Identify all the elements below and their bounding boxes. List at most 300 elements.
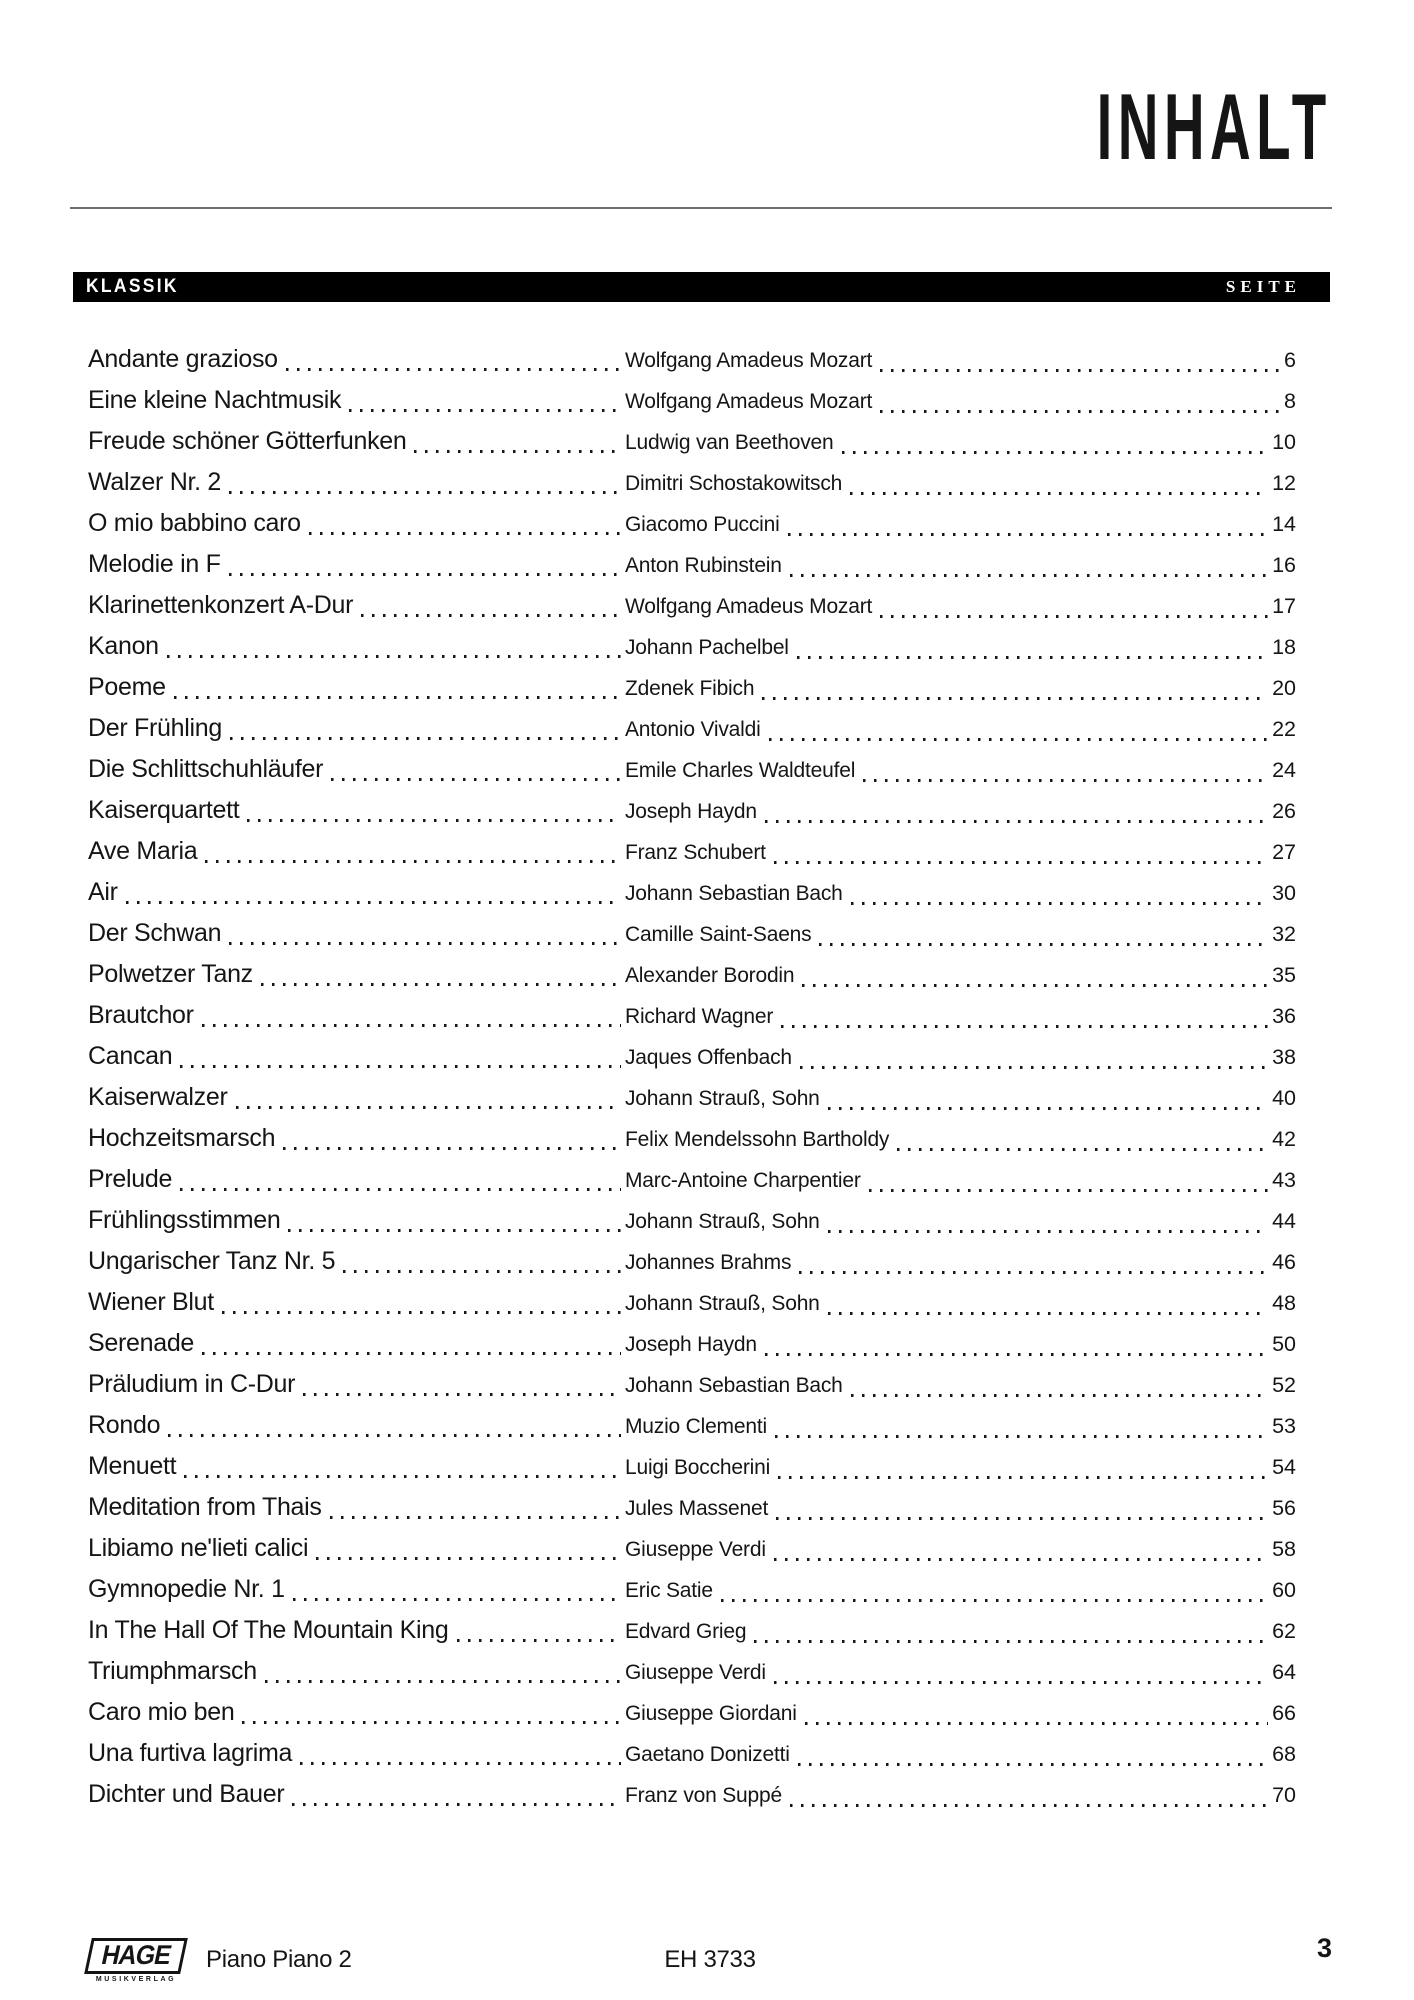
dot-leader: [222, 1311, 621, 1314]
dot-leader: [261, 983, 621, 986]
toc-row-left: [88, 1159, 625, 1200]
toc-row-left: [88, 1282, 625, 1323]
entry-page-number: 44: [1272, 1209, 1296, 1233]
toc-row-right: [625, 1324, 1296, 1365]
toc-row-right: [625, 709, 1296, 750]
publisher-logo: [88, 1938, 184, 1983]
dot-leader: [778, 1476, 1268, 1479]
composer-name: Alexander Borodin: [625, 964, 795, 987]
toc-row-left: [88, 1200, 625, 1241]
dot-leader: [721, 1599, 1268, 1602]
entry-page-number: 14: [1272, 512, 1296, 536]
dot-leader: [265, 1680, 621, 1683]
toc-row-right: [625, 1447, 1296, 1488]
dot-leader: [457, 1639, 621, 1642]
toc-row-left: [88, 954, 625, 995]
composer-name: Johann Pachelbel: [625, 636, 789, 659]
composer-name: Wolfgang Amadeus Mozart: [625, 595, 873, 618]
piece-title: Serenade: [88, 1329, 195, 1357]
composer-name: Johann Sebastian Bach: [625, 1374, 843, 1397]
dot-leader: [202, 1352, 621, 1355]
section-category-label: KLASSIK: [86, 276, 179, 297]
dot-leader: [247, 819, 621, 822]
toc-row-right: [625, 1160, 1296, 1201]
piece-title: Rondo: [88, 1411, 161, 1439]
entry-page-number: 22: [1272, 717, 1296, 741]
dot-leader: [799, 1271, 1268, 1274]
entry-page-number: 56: [1272, 1496, 1296, 1520]
piece-title: Kaiserwalzer: [88, 1083, 228, 1111]
composer-name: Felix Mendelssohn Bartholdy: [625, 1128, 890, 1151]
piece-title: Triumphmarsch: [88, 1657, 257, 1685]
dot-leader: [229, 942, 621, 945]
entry-page-number: 62: [1272, 1619, 1296, 1643]
entry-page-number: 24: [1272, 758, 1296, 782]
entry-page-number: 64: [1272, 1660, 1296, 1684]
dot-leader: [167, 655, 621, 658]
dot-leader: [283, 1147, 621, 1150]
toc-row: [88, 421, 1296, 462]
toc-row: [88, 1733, 1296, 1774]
publisher-logo-text: HAGE: [98, 1939, 174, 1970]
toc-row-right: [625, 1201, 1296, 1242]
toc-row-right: [625, 873, 1296, 914]
toc-row: [88, 1651, 1296, 1692]
dot-leader: [851, 1394, 1268, 1397]
toc-row: [88, 1569, 1296, 1610]
toc-row-right: [625, 1283, 1296, 1324]
entry-page-number: 18: [1272, 635, 1296, 659]
entry-page-number: 52: [1272, 1373, 1296, 1397]
composer-name: Jaques Offenbach: [625, 1046, 792, 1069]
dot-leader: [762, 697, 1268, 700]
dot-leader: [286, 368, 621, 371]
dot-leader: [790, 574, 1268, 577]
dot-leader: [236, 1106, 621, 1109]
toc-row-left: [88, 1077, 625, 1118]
toc-row-right: [625, 914, 1296, 955]
page-number: 3: [1316, 1933, 1332, 1963]
composer-name: Muzio Clementi: [625, 1415, 767, 1438]
dot-leader: [414, 450, 621, 453]
toc-row-left: [88, 667, 625, 708]
section-header-bar: [73, 272, 1330, 302]
dot-leader: [202, 1024, 621, 1027]
toc-row-left: [88, 1446, 625, 1487]
entry-page-number: 60: [1272, 1578, 1296, 1602]
toc-row: [88, 1610, 1296, 1651]
dot-leader: [293, 1598, 621, 1601]
toc-row-right: [625, 1406, 1296, 1447]
book-title: Piano Piano 2: [206, 1946, 352, 1973]
entry-page-number: 30: [1272, 881, 1296, 905]
entry-page-number: 35: [1272, 963, 1296, 987]
entry-page-number: 43: [1272, 1168, 1296, 1192]
dot-leader: [300, 1762, 621, 1765]
toc-row: [88, 749, 1296, 790]
piece-title: In The Hall Of The Mountain King: [88, 1616, 449, 1644]
dot-leader: [292, 1803, 621, 1806]
composer-name: Antonio Vivaldi: [625, 718, 761, 741]
dot-leader: [769, 738, 1269, 741]
entry-page-number: 42: [1272, 1127, 1296, 1151]
toc-row-left: [88, 1733, 625, 1774]
dot-leader: [343, 1270, 621, 1273]
toc-row: [88, 1036, 1296, 1077]
toc-row-right: [625, 1652, 1296, 1693]
toc-row-left: [88, 380, 625, 421]
toc-row: [88, 1405, 1296, 1446]
toc-row: [88, 1159, 1296, 1200]
toc-row-right: [625, 1242, 1296, 1283]
toc-row-left: [88, 1241, 625, 1282]
dot-leader: [788, 533, 1269, 536]
dot-leader: [288, 1229, 621, 1232]
piece-title: Frühlingsstimmen: [88, 1206, 281, 1234]
toc-row-left: [88, 708, 625, 749]
toc-row-left: [88, 790, 625, 831]
toc-row-left: [88, 872, 625, 913]
toc-row-right: [625, 1611, 1296, 1652]
dot-leader: [781, 1025, 1268, 1028]
toc-row-right: [625, 1734, 1296, 1775]
entry-page-number: 8: [1284, 389, 1296, 413]
composer-name: Zdenek Fibich: [625, 677, 755, 700]
piece-title: Der Schwan: [88, 919, 222, 947]
composer-name: Wolfgang Amadeus Mozart: [625, 390, 873, 413]
toc-row-left: [88, 1323, 625, 1364]
toc-row-right: [625, 586, 1296, 627]
toc-row-left: [88, 1118, 625, 1159]
dot-leader: [798, 1763, 1268, 1766]
dot-leader: [205, 860, 621, 863]
piece-title: Andante grazioso: [88, 345, 278, 373]
toc-row-left: [88, 913, 625, 954]
entry-page-number: 32: [1272, 922, 1296, 946]
entry-page-number: 48: [1272, 1291, 1296, 1315]
dot-leader: [316, 1557, 621, 1560]
dot-leader: [361, 614, 621, 617]
dot-leader: [802, 984, 1268, 987]
toc-row: [88, 913, 1296, 954]
dot-leader: [765, 820, 1268, 823]
entry-page-number: 54: [1272, 1455, 1296, 1479]
dot-leader: [229, 491, 621, 494]
toc-row: [88, 1200, 1296, 1241]
piece-title: Eine kleine Nachtmusik: [88, 386, 342, 414]
dot-leader: [805, 1722, 1268, 1725]
toc-row-left: [88, 503, 625, 544]
piece-title: O mio babbino caro: [88, 509, 301, 537]
toc-row-left: [88, 1528, 625, 1569]
toc-row-right: [625, 422, 1296, 463]
dot-leader: [303, 1393, 621, 1396]
composer-name: Emile Charles Waldteufel: [625, 759, 856, 782]
composer-name: Eric Satie: [625, 1579, 713, 1602]
toc-row-left: [88, 1774, 625, 1815]
composer-name: Camille Saint-Saens: [625, 923, 812, 946]
composer-name: Edvard Grieg: [625, 1620, 747, 1643]
entry-page-number: 58: [1272, 1537, 1296, 1561]
toc-row-left: [88, 585, 625, 626]
composer-name: Ludwig van Beethoven: [625, 431, 834, 454]
toc-row-right: [625, 750, 1296, 791]
toc-row-right: [625, 996, 1296, 1037]
toc-row: [88, 1364, 1296, 1405]
dot-leader: [850, 492, 1268, 495]
piece-title: Una furtiva lagrima: [88, 1739, 293, 1767]
dot-leader: [230, 737, 621, 740]
composer-name: Richard Wagner: [625, 1005, 774, 1028]
entry-page-number: 38: [1272, 1045, 1296, 1069]
entry-page-number: 68: [1272, 1742, 1296, 1766]
toc-row: [88, 585, 1296, 626]
piece-title: Ave Maria: [88, 837, 198, 865]
composer-name: Joseph Haydn: [625, 800, 757, 823]
composer-name: Franz von Suppé: [625, 1784, 782, 1807]
entry-page-number: 27: [1272, 840, 1296, 864]
toc-row-right: [625, 832, 1296, 873]
entry-page-number: 40: [1272, 1086, 1296, 1110]
dot-leader: [790, 1804, 1268, 1807]
dot-leader: [828, 1107, 1268, 1110]
toc-row: [88, 544, 1296, 585]
dot-leader: [869, 1189, 1268, 1192]
piece-title: Klarinettenkonzert A-Dur: [88, 591, 354, 619]
toc-row: [88, 995, 1296, 1036]
dot-leader: [754, 1640, 1268, 1643]
dot-leader: [880, 615, 1268, 618]
dot-leader: [819, 943, 1268, 946]
piece-title: Freude schöner Götterfunken: [88, 427, 407, 455]
entry-page-number: 53: [1272, 1414, 1296, 1438]
toc-row-right: [625, 791, 1296, 832]
piece-title: Ungarischer Tanz Nr. 5: [88, 1247, 336, 1275]
toc-row: [88, 626, 1296, 667]
toc-row-right: [625, 1365, 1296, 1406]
composer-name: Giacomo Puccini: [625, 513, 780, 536]
dot-leader: [168, 1434, 621, 1437]
piece-title: Cancan: [88, 1042, 173, 1070]
toc-row-right: [625, 1529, 1296, 1570]
composer-name: Johann Strauß, Sohn: [625, 1087, 820, 1110]
toc-row: [88, 831, 1296, 872]
composer-name: Jules Massenet: [625, 1497, 769, 1520]
entry-page-number: 46: [1272, 1250, 1296, 1274]
toc-row-left: [88, 1569, 625, 1610]
dot-leader: [774, 1558, 1268, 1561]
edition-number: EH 3733: [664, 1946, 756, 1973]
piece-title: Brautchor: [88, 1001, 194, 1029]
composer-name: Giuseppe Verdi: [625, 1661, 766, 1684]
piece-title: Gymnopedie Nr. 1: [88, 1575, 285, 1603]
dot-leader: [330, 1516, 621, 1519]
composer-name: Luigi Boccherini: [625, 1456, 771, 1479]
dot-leader: [180, 1188, 621, 1191]
entry-page-number: 50: [1272, 1332, 1296, 1356]
toc-row-right: [625, 1037, 1296, 1078]
composer-name: Dimitri Schostakowitsch: [625, 472, 843, 495]
dot-leader: [800, 1066, 1268, 1069]
toc-row-right: [625, 1078, 1296, 1119]
piece-title: Der Frühling: [88, 714, 222, 742]
toc-row-left: [88, 1364, 625, 1405]
title-rule: [70, 207, 1332, 209]
toc-row-right: [625, 504, 1296, 545]
dot-leader: [851, 902, 1268, 905]
toc-row: [88, 462, 1296, 503]
piece-title: Präludium in C-Dur: [88, 1370, 296, 1398]
piece-title: Hochzeitsmarsch: [88, 1124, 276, 1152]
toc-row-left: [88, 544, 625, 585]
toc-row: [88, 1241, 1296, 1282]
dot-leader: [184, 1475, 621, 1478]
dot-leader: [180, 1065, 621, 1068]
toc-list: [88, 339, 1296, 1815]
toc-row-left: [88, 1487, 625, 1528]
entry-page-number: 10: [1272, 430, 1296, 454]
toc-row-left: [88, 1651, 625, 1692]
dot-leader: [765, 1353, 1268, 1356]
toc-row-left: [88, 1405, 625, 1446]
toc-row: [88, 503, 1296, 544]
dot-leader: [349, 409, 621, 412]
composer-name: Joseph Haydn: [625, 1333, 757, 1356]
piece-title: Wiener Blut: [88, 1288, 214, 1316]
toc-row: [88, 1118, 1296, 1159]
toc-row-right: [625, 627, 1296, 668]
toc-row: [88, 1487, 1296, 1528]
toc-row-left: [88, 462, 625, 503]
page-footer: [88, 1933, 1332, 1987]
toc-row: [88, 790, 1296, 831]
toc-row-right: [625, 1775, 1296, 1816]
dot-leader: [242, 1721, 621, 1724]
page-title: INHALT: [1097, 74, 1332, 179]
piece-title: Libiamo ne'lieti calici: [88, 1534, 309, 1562]
dot-leader: [775, 1435, 1268, 1438]
piece-title: Meditation from Thais: [88, 1493, 322, 1521]
publisher-logo-box: [84, 1938, 188, 1974]
toc-row-left: [88, 1692, 625, 1733]
piece-title: Air: [88, 878, 118, 906]
toc-row: [88, 667, 1296, 708]
dot-leader: [774, 861, 1268, 864]
dot-leader: [828, 1312, 1268, 1315]
entry-page-number: 20: [1272, 676, 1296, 700]
toc-row-right: [625, 545, 1296, 586]
dot-leader: [897, 1148, 1268, 1151]
entry-page-number: 12: [1272, 471, 1296, 495]
composer-name: Gaetano Donizetti: [625, 1743, 790, 1766]
toc-row: [88, 954, 1296, 995]
dot-leader: [174, 696, 621, 699]
toc-row: [88, 1446, 1296, 1487]
toc-row-right: [625, 955, 1296, 996]
toc-row-right: [625, 1570, 1296, 1611]
entry-page-number: 26: [1272, 799, 1296, 823]
piece-title: Polwetzer Tanz: [88, 960, 253, 988]
composer-name: Marc-Antoine Charpentier: [625, 1169, 861, 1192]
toc-row: [88, 1692, 1296, 1733]
composer-name: Wolfgang Amadeus Mozart: [625, 349, 873, 372]
piece-title: Melodie in F: [88, 550, 221, 578]
piece-title: Prelude: [88, 1165, 173, 1193]
toc-row: [88, 708, 1296, 749]
dot-leader: [774, 1681, 1268, 1684]
entry-page-number: 17: [1272, 594, 1296, 618]
dot-leader: [863, 779, 1268, 782]
piece-title: Menuett: [88, 1452, 177, 1480]
piece-title: Walzer Nr. 2: [88, 468, 221, 496]
composer-name: Johann Strauß, Sohn: [625, 1210, 820, 1233]
toc-row-left: [88, 421, 625, 462]
dot-leader: [797, 656, 1268, 659]
entry-page-number: 16: [1272, 553, 1296, 577]
dot-leader: [842, 451, 1269, 454]
toc-row-left: [88, 1610, 625, 1651]
toc-row-right: [625, 1693, 1296, 1734]
entry-page-number: 6: [1284, 348, 1296, 372]
toc-row: [88, 1077, 1296, 1118]
entry-page-number: 70: [1272, 1783, 1296, 1807]
dot-leader: [126, 901, 621, 904]
toc-row-left: [88, 339, 625, 380]
toc-row: [88, 1774, 1296, 1815]
dot-leader: [880, 410, 1280, 413]
piece-title: Die Schlittschuhläufer: [88, 755, 324, 783]
dot-leader: [776, 1517, 1268, 1520]
entry-page-number: 36: [1272, 1004, 1296, 1028]
toc-row-right: [625, 1119, 1296, 1160]
entry-page-number: 66: [1272, 1701, 1296, 1725]
piece-title: Kaiserquartett: [88, 796, 240, 824]
piece-title: Dichter und Bauer: [88, 1780, 285, 1808]
toc-row-left: [88, 1036, 625, 1077]
composer-name: Johannes Brahms: [625, 1251, 792, 1274]
toc-row: [88, 872, 1296, 913]
toc-row-left: [88, 749, 625, 790]
toc-row: [88, 1282, 1296, 1323]
toc-row: [88, 1323, 1296, 1364]
piece-title: Poeme: [88, 673, 166, 701]
composer-name: Johann Sebastian Bach: [625, 882, 843, 905]
composer-name: Giuseppe Verdi: [625, 1538, 766, 1561]
piece-title: Caro mio ben: [88, 1698, 235, 1726]
dot-leader: [880, 369, 1280, 372]
toc-row: [88, 339, 1296, 380]
dot-leader: [828, 1230, 1268, 1233]
dot-leader: [331, 778, 621, 781]
toc-row-right: [625, 381, 1296, 422]
toc-row-left: [88, 831, 625, 872]
toc-row-right: [625, 668, 1296, 709]
toc-row: [88, 1528, 1296, 1569]
composer-name: Franz Schubert: [625, 841, 766, 864]
dot-leader: [229, 573, 621, 576]
toc-row-right: [625, 463, 1296, 504]
toc-row-left: [88, 626, 625, 667]
toc-row: [88, 380, 1296, 421]
dot-leader: [309, 532, 621, 535]
publisher-logo-subtext: MUSIKVERLAG: [95, 1975, 177, 1983]
composer-name: Johann Strauß, Sohn: [625, 1292, 820, 1315]
toc-row-right: [625, 340, 1296, 381]
composer-name: Anton Rubinstein: [625, 554, 782, 577]
toc-row-right: [625, 1488, 1296, 1529]
piece-title: Kanon: [88, 632, 159, 660]
composer-name: Giuseppe Giordani: [625, 1702, 797, 1725]
